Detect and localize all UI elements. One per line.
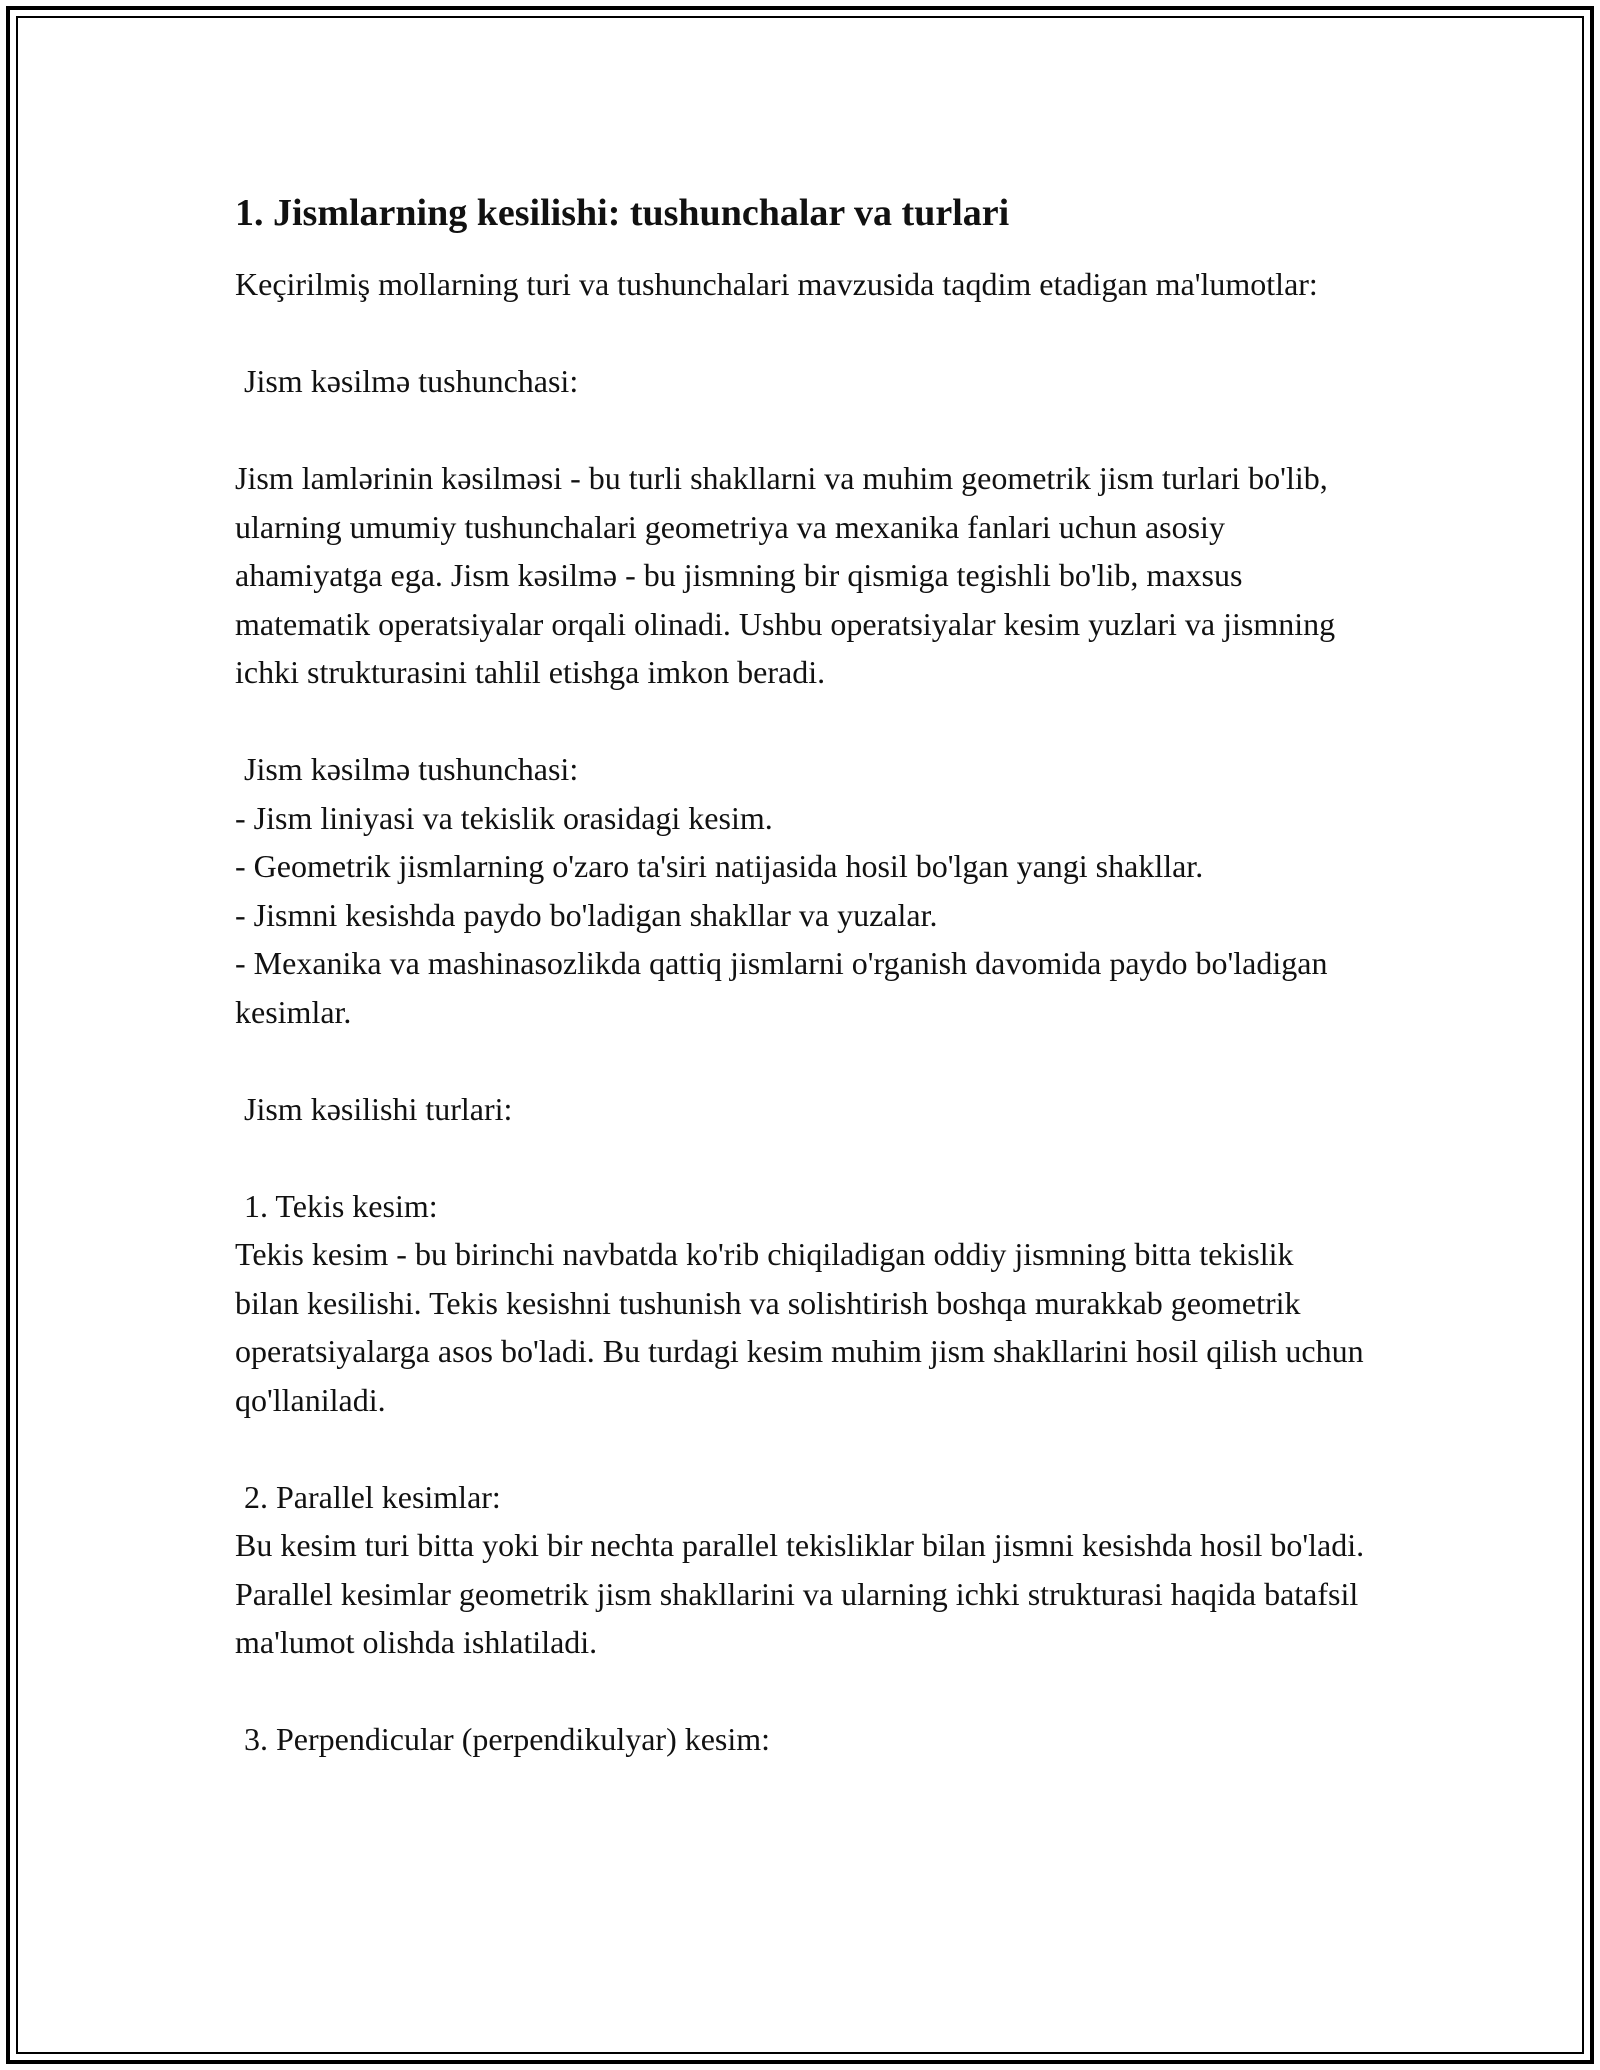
- type-text-parallel: Bu kesim turi bitta yoki bir nechta parallel tekisliklar bilan jismni kesishda hosil bo'ladi. Parallel kesimlar geometrik jism shakllarini va ularning ichki strukturasi haqida batafsil ma'lumot olishda ishlatiladi.: [235, 1527, 1373, 1660]
- intro-paragraph: Keçirilmiş mollarning turi va tushunchalari mavzusida taqdim etadigan ma'lumotlar:: [235, 266, 1318, 302]
- document-title: 1. Jismlarning kesilishi: tushunchalar va turlari: [235, 192, 1010, 234]
- spacer: [235, 1424, 1365, 1473]
- bullet-item: - Geometrik jismlarning o'zaro ta'siri natijasida hosil bo'lgan yangi shakllar.: [235, 848, 1204, 884]
- bullet-item: - Jismni kesishda paydo bo'ladigan shakllar va yuzalar.: [235, 896, 938, 933]
- bullet-item: - Mexanika va mashinasozlikda qattiq jismlarni o'rganish davomida paydo bo'ladigan kesimlar.: [235, 945, 1336, 1030]
- type-heading-perpendicular: 3. Perpendicular (perpendikulyar) kesim:: [244, 1721, 771, 1757]
- concept-paragraph: Jism lamlərinin kəsilməsi - bu turli shakllarni va muhim geometrik jism turlari bo'lib, ularning umumiy tushunchalari geometriya va mexanika fanlari uchun asosiy ahamiyatga ega. Jism kəsilmə - bu jismning bir qismiga tegishli bo'lib, maxsus matematik operatsiyalar orqali olinadi. Ushbu operatsiyalar kesim yuzlari va jismning ichki strukturasini tahlil etishga imkon beradi.: [235, 460, 1344, 690]
- spacer: [235, 406, 1365, 455]
- type-text-flat: Tekis kesim - bu birinchi navbatda ko'rib chiqiladigan oddiy jismning bitta tekislik bilan kesilishi. Tekis kesishni tushunish va solishtirish boshqa murakkab geometrik operatsiyalarga asos bo'ladi. Bu turdagi kesim muhim jism shakllarini hosil qilish uchun qo'llaniladi.: [235, 1236, 1372, 1418]
- document-body: [235, 186, 1373, 1764]
- spacer: [235, 697, 1365, 746]
- spacer: [235, 309, 1365, 358]
- section-heading-concept-list: Jism kəsilmə tushunchasi:: [244, 751, 579, 787]
- type-heading-flat: 1. Tekis kesim:: [244, 1187, 438, 1224]
- type-heading-parallel: 2. Parallel kesimlar:: [244, 1478, 501, 1515]
- section-heading-types: Jism kəsilishi turlari:: [244, 1090, 513, 1127]
- section-heading-concept: Jism kəsilmə tushunchasi:: [244, 363, 579, 399]
- spacer: [235, 1036, 1365, 1085]
- bullet-item: - Jism liniyasi va tekislik orasidagi kesim.: [235, 799, 773, 836]
- spacer: [235, 1667, 1365, 1716]
- spacer: [235, 1133, 1365, 1182]
